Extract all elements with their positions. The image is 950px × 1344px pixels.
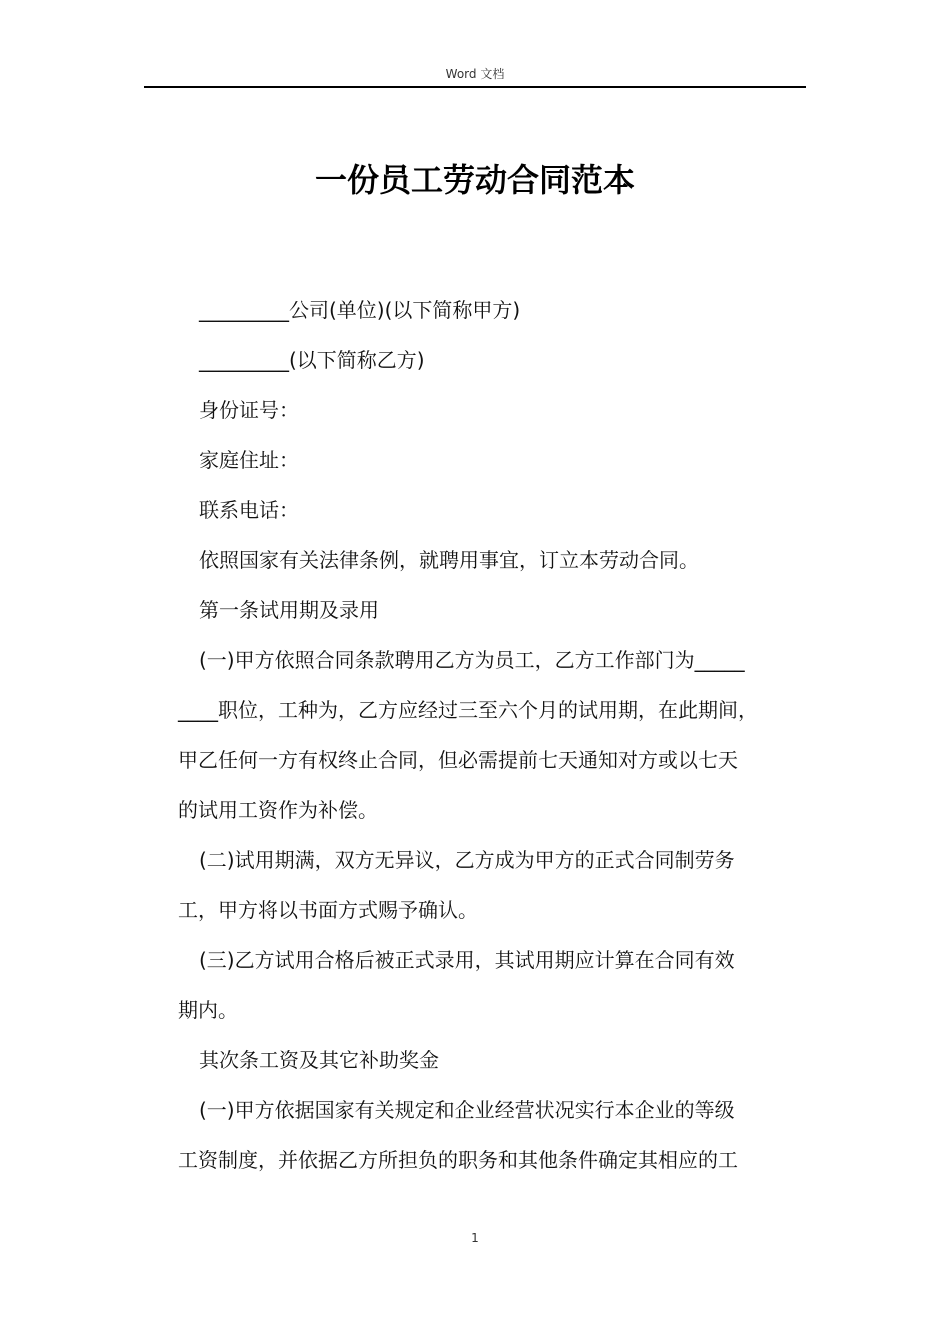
paragraph-line: 甲乙任何一方有权终止合同，但必需提前七天通知对方或以七天 [178,748,738,772]
document-body [178,288,818,1188]
paragraph-line: (一)甲方依照合同条款聘用乙方为员工，乙方工作部门为_____ [199,648,745,672]
paragraph-line: (一)甲方依据国家有关规定和企业经营状况实行本企业的等级 [199,1098,735,1122]
party-b-line: _________(以下简称乙方) [199,348,425,372]
article-heading: 第一条试用期及录用 [199,598,379,622]
paragraph-line: (三)乙方试用合格后被正式录用，其试用期应计算在合同有效 [199,948,735,972]
page-header: Word 文档 [445,67,505,81]
contact-phone-line: 联系电话： [199,498,299,522]
paragraph-line: 的试用工资作为补偿。 [178,798,378,822]
party-a-line: _________公司(单位)(以下简称甲方) [199,298,521,322]
paragraph-line: 工资制度，并依据乙方所担负的职务和其他条件确定其相应的工 [178,1148,738,1172]
paragraph-line: (二)试用期满，双方无异议，乙方成为甲方的正式合同制劳务 [199,848,735,872]
id-number-line: 身份证号： [199,398,299,422]
article-heading: 其次条工资及其它补助奖金 [199,1048,439,1072]
preamble-paragraph: 依照国家有关法律条例，就聘用事宜，订立本劳动合同。 [199,548,699,572]
paragraph-line: 期内。 [178,998,238,1022]
home-address-line: 家庭住址： [199,448,299,472]
paragraph-line: 工，甲方将以书面方式赐予确认。 [178,898,478,922]
header-rule [144,86,806,88]
paragraph-line: ____职位，工种为，乙方应经过三至六个月的试用期，在此期间， [178,698,758,722]
document-title: 一份员工劳动合同范本 [314,161,635,199]
page-number: 1 [471,1231,479,1245]
